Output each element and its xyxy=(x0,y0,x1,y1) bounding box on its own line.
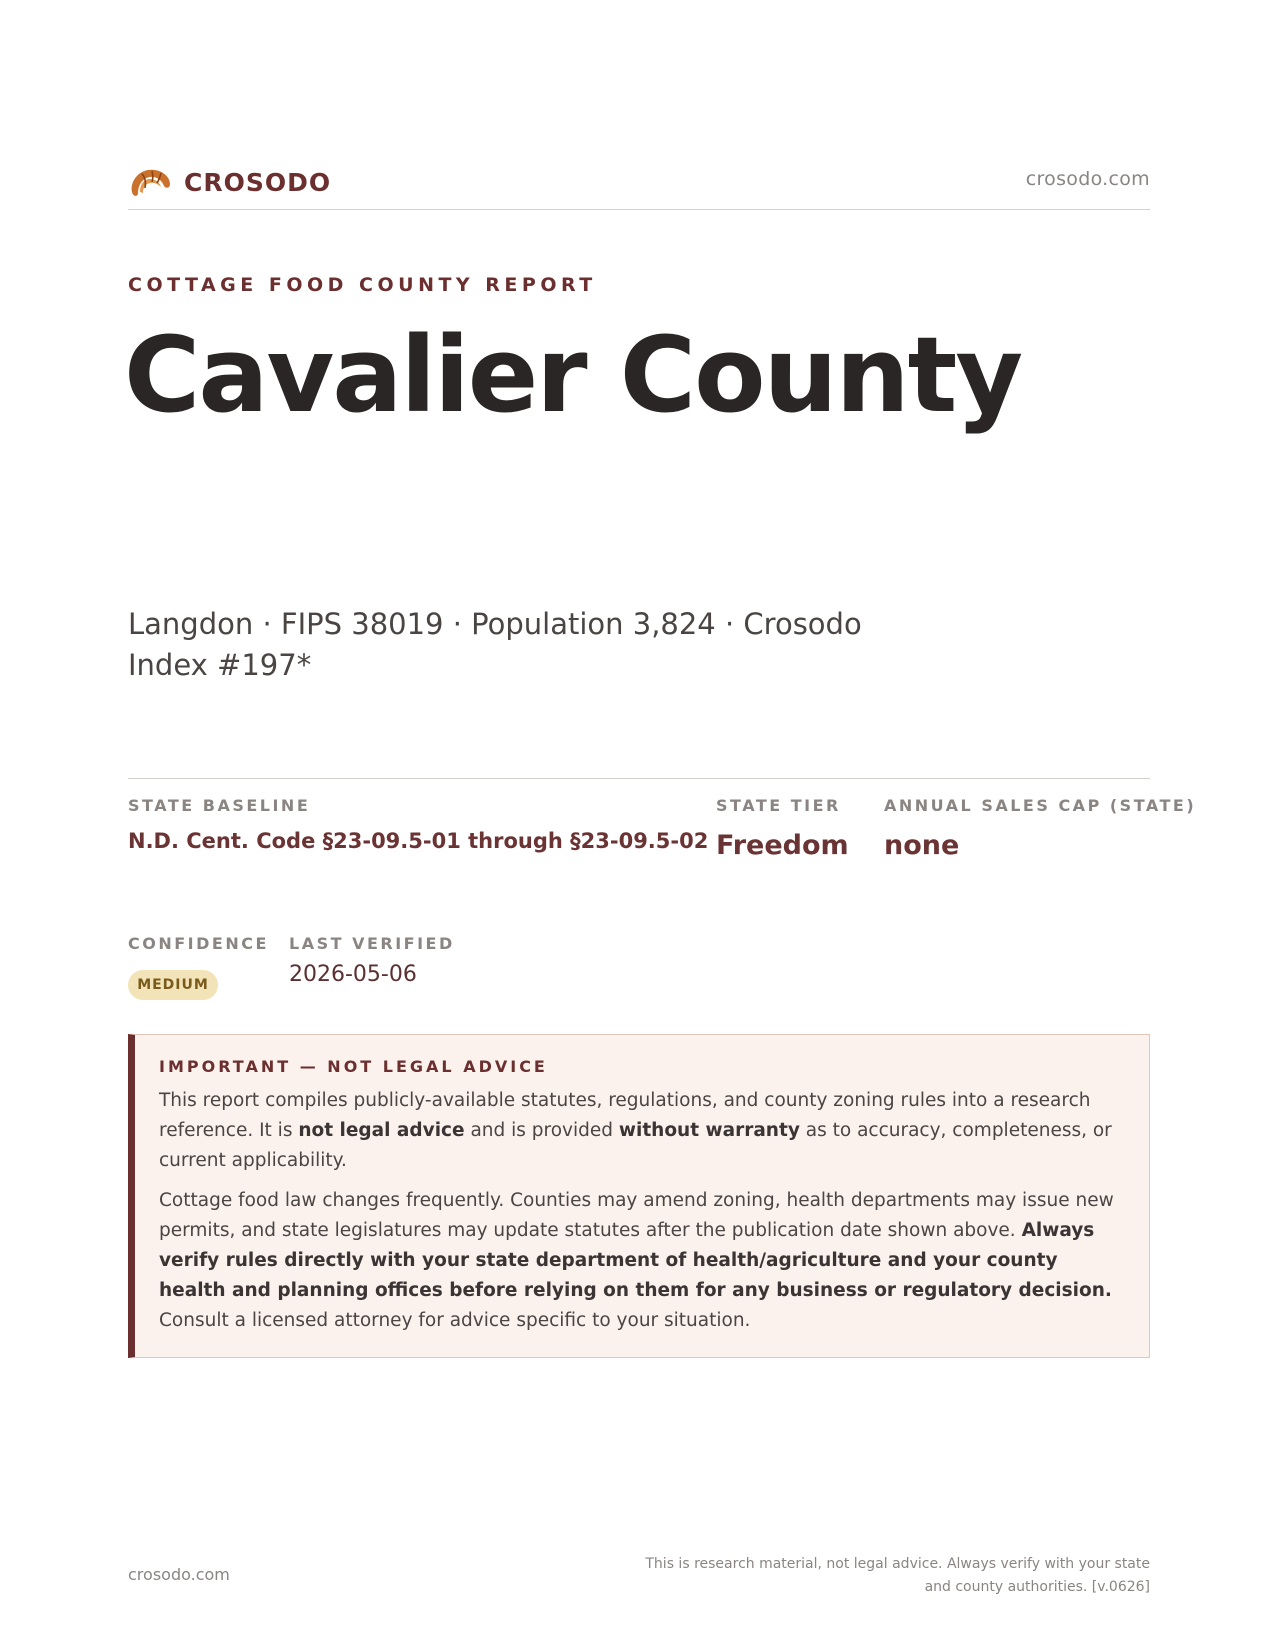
state-baseline-label: STATE BASELINE xyxy=(128,796,311,815)
sales-cap-value: none xyxy=(884,830,960,861)
last-verified-value: 2026-05-06 xyxy=(289,962,417,987)
brand-name: CROSODO xyxy=(184,167,332,197)
county-title: Cavalier County xyxy=(124,314,1022,436)
confidence-badge: MEDIUM xyxy=(128,970,218,1000)
brand xyxy=(128,162,331,202)
croissant-icon xyxy=(128,162,172,202)
notice-emphasis: Always verify rules directly with your state department of health/agriculture and your county health and planning offices before relying on them for any business or regulatory decision. xyxy=(159,1220,1112,1301)
confidence-label: CONFIDENCE xyxy=(128,934,269,953)
page-header xyxy=(128,158,1150,210)
notice-paragraph-1 xyxy=(159,1086,1123,1176)
notice-emphasis: not legal advice xyxy=(298,1120,465,1141)
section-divider xyxy=(128,778,1150,779)
legal-notice xyxy=(128,1034,1150,1358)
report-page xyxy=(124,0,1197,1650)
header-url[interactable]: crosodo.com xyxy=(1025,168,1150,190)
notice-paragraph-2 xyxy=(159,1186,1123,1336)
state-tier-value: Freedom xyxy=(716,830,849,861)
notice-text: This report compiles publicly-available statutes, regulations, and county zoning rules into a research reference. It is xyxy=(159,1090,1091,1141)
notice-title: IMPORTANT — NOT LEGAL ADVICE xyxy=(159,1057,548,1076)
report-eyebrow: COTTAGE FOOD COUNTY REPORT xyxy=(128,274,597,296)
sales-cap-label: ANNUAL SALES CAP (STATE) xyxy=(884,796,1197,815)
notice-text: Consult a licensed attorney for advice specific to your situation. xyxy=(159,1310,751,1331)
footer-disclaimer: This is research material, not legal advice. Always verify with your state and county authorities. [v.0626] xyxy=(645,1556,1150,1595)
notice-text: Cottage food law changes frequently. Counties may amend zoning, health departments may issue new permits, and state legislatures may update statutes after the publication date shown above. xyxy=(159,1190,1114,1241)
state-baseline-value: N.D. Cent. Code §23-09.5-01 through §23-09.5-02 xyxy=(128,829,709,853)
notice-emphasis: without warranty xyxy=(618,1120,800,1141)
notice-text: as to accuracy, completeness, or current applicability. xyxy=(159,1120,1112,1171)
county-subtitle: Langdon · FIPS 38019 · Population 3,824 · Crosodo Index #197* xyxy=(128,607,862,682)
footer-url[interactable]: crosodo.com xyxy=(128,1565,230,1584)
notice-text: and is provided xyxy=(464,1120,619,1141)
state-tier-label: STATE TIER xyxy=(716,796,841,815)
last-verified-label: LAST VERIFIED xyxy=(289,934,455,953)
